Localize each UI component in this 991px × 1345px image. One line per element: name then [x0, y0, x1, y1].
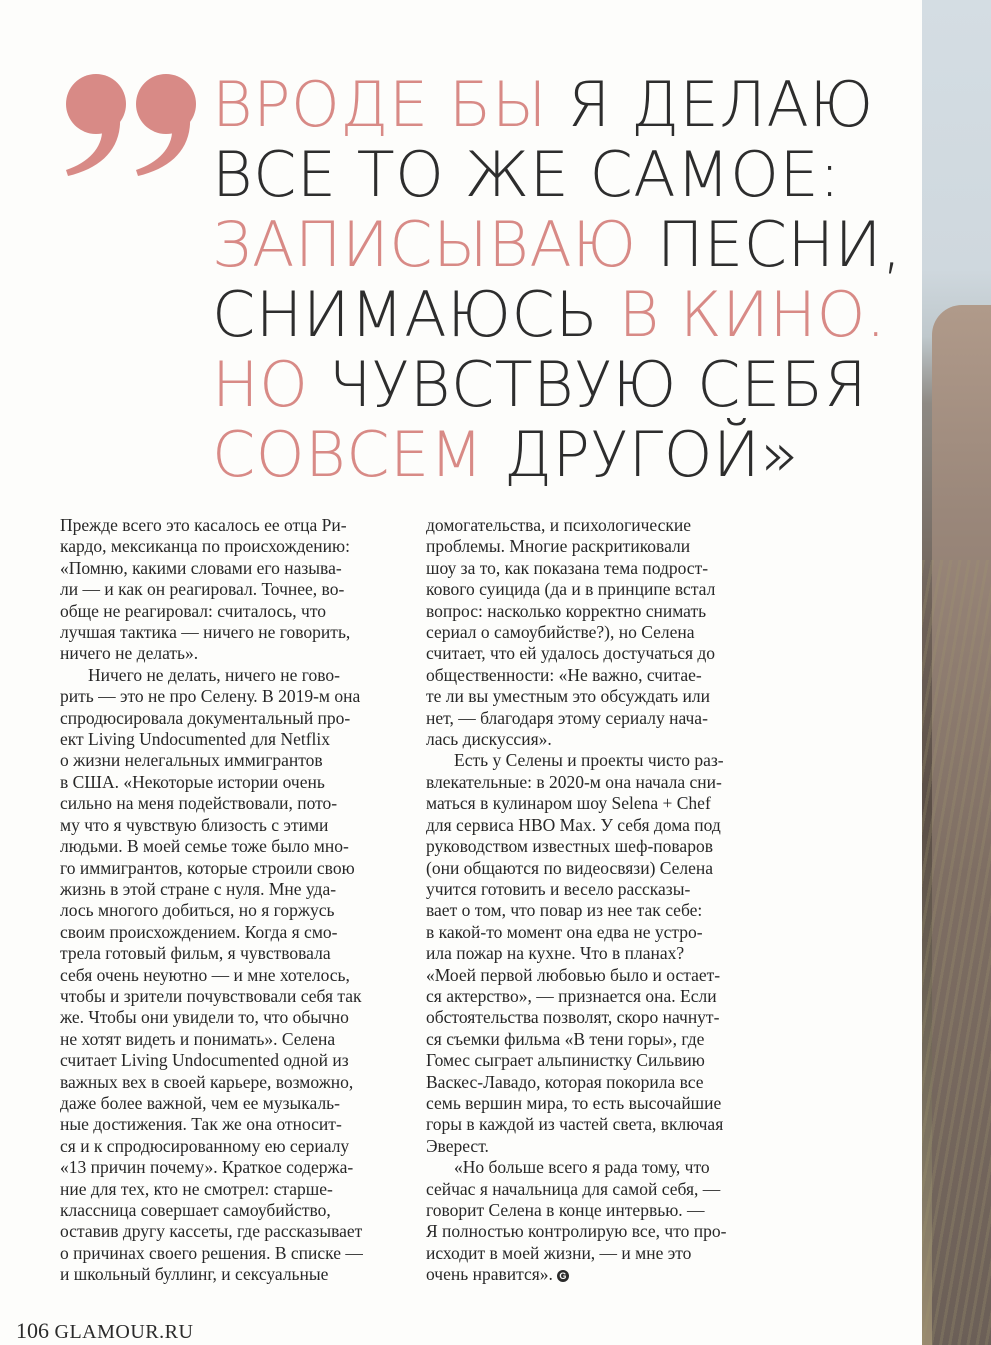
headline-accent-text: В КИНО. — [618, 278, 887, 351]
headline-line — [212, 420, 912, 490]
text-line: вопрос: насколько корректно снимать — [426, 600, 707, 621]
text-line: исходит в моей жизни, — и мне это — [426, 1242, 692, 1263]
text-line: Гомес сыграет альпинистку Сильвию — [426, 1050, 705, 1071]
headline-text: ДРУГОЙ» — [483, 418, 799, 491]
page-number: 106 — [16, 1318, 49, 1343]
text-line: даже более важной, чем ее музыкаль- — [60, 1092, 340, 1113]
quote-mark-icon — [62, 70, 202, 180]
text-line: лучшая тактика — ничего не говорить, — [60, 622, 351, 643]
text-line: обстоятельства позволят, скоро начнут- — [426, 1007, 720, 1028]
text-line: «13 причин почему». Краткое содержа- — [60, 1157, 354, 1178]
text-line: горы в каждой из частей света, включая — [426, 1114, 724, 1135]
headline-accent-text: НО — [212, 348, 309, 421]
text-line: кового суицида (да и в принципе встал — [426, 579, 716, 600]
text-line: Эверест. — [426, 1135, 489, 1156]
text-line: трела готовый фильм, я чувствовала — [60, 943, 331, 964]
text-line: оставив другу кассеты, где рассказывает — [60, 1221, 363, 1242]
text-line: Ничего не делать, ничего не гово- — [88, 664, 340, 685]
headline-text: ВСЕ ТО ЖЕ САМОЕ: — [212, 138, 841, 211]
article-column-left — [60, 515, 405, 1286]
text-line: о жизни нелегальных иммигрантов — [60, 750, 323, 771]
text-line: Я полностью контролирую все, что про- — [426, 1221, 727, 1242]
headline-line — [212, 210, 912, 280]
article-column-right — [426, 515, 771, 1286]
text-line: руководством известных шеф-поваров — [426, 836, 713, 857]
text-line: маться в кулинаром шоу Selena + Chef — [426, 793, 711, 814]
text-line: го иммигрантов, которые строили свою — [60, 857, 355, 878]
photo-grass — [922, 560, 991, 1345]
text-line: считает, что ей удалось достучаться до — [426, 643, 716, 664]
text-line: рить — это не про Селену. В 2019-м она — [60, 686, 361, 707]
text-line: «Но больше всего я рада тому, что — [454, 1157, 710, 1178]
text-line: лась дискуссия». — [426, 729, 552, 750]
headline-text: СНИМАЮСЬ — [212, 278, 619, 351]
text-line: учится готовить и весело рассказы- — [426, 878, 691, 899]
text-line: о причинах своего решения. В списке — — [60, 1242, 363, 1263]
text-line: жизнь в этой стране с нуля. Мне уда- — [60, 878, 337, 899]
text-line: ние для тех, кто не смотрел: старше- — [60, 1178, 333, 1199]
text-line: влекательные: в 2020-м она начала сни- — [426, 771, 722, 792]
headline-text: ЧУВСТВУЮ СЕБЯ — [308, 348, 868, 421]
text-line: для сервиса HBO Max. У себя дома под — [426, 814, 721, 835]
text-line: ничего не делать». — [60, 643, 199, 664]
text-line: ся съемки фильма «В тени горы», где — [426, 1028, 705, 1049]
text-line: себя очень неуютно — и мне хотелось, — [60, 964, 350, 985]
text-line: ила пожар на кухне. Что в планах? — [426, 943, 685, 964]
photo-strip — [922, 0, 991, 1345]
text-line: домогательства, и психологические — [426, 515, 692, 535]
headline-accent-text: ЗАПИСЫВАЮ — [212, 208, 637, 281]
text-line: считает Living Undocumented одной из — [60, 1050, 349, 1071]
pull-quote-headline — [212, 70, 912, 490]
site-name: GLAMOUR.RU — [54, 1321, 194, 1343]
text-line: проблемы. Многие раскритиковали — [426, 536, 691, 557]
text-line: (они общаются по видеосвязи) Селена — [426, 857, 714, 878]
text-line: и школьный буллинг, и сексуальные — [60, 1264, 329, 1285]
text-line: ект Living Undocumented для Netflix — [60, 729, 331, 750]
text-line: нет, — благодаря этому сериалу нача- — [426, 707, 708, 728]
text-line: не хотят видеть и понимать». Селена — [60, 1028, 336, 1049]
headline-line — [212, 280, 912, 350]
text-line: в США. «Некоторые истории очень — [60, 771, 325, 792]
text-line: Прежде всего это касалось ее отца Ри- — [60, 515, 347, 535]
text-line: те ли вы уместным это обсуждать или — [426, 686, 710, 707]
headline-line — [212, 140, 912, 210]
text-line: общественности: «Не важно, считае- — [426, 664, 702, 685]
text-line: чтобы и зрители почувствовали себя так — [60, 985, 362, 1006]
text-line: очень нравится». G — [426, 1264, 771, 1285]
text-line: же. Чтобы они увидели то, что обычно — [60, 1007, 349, 1028]
headline-line — [212, 70, 912, 140]
text-line: важных вех в своей карьере, возможно, — [60, 1071, 354, 1092]
text-line: му что я чувствую близость с этими — [60, 814, 329, 835]
text-line: говорит Селена в конце интервью. — — [426, 1200, 705, 1220]
text-line: людьми. В моей семье тоже было мно- — [60, 836, 349, 857]
end-mark-icon: G — [557, 1270, 569, 1282]
text-line: Васкес-Лавадо, которая покорила все — [426, 1071, 704, 1092]
headline-accent-text: ВРОДЕ БЫ — [212, 68, 548, 141]
text-line: ся и к спродюсированному ею сериалу — [60, 1135, 350, 1156]
text-line: в какой-то момент она едва не устро- — [426, 921, 703, 942]
text-line: спродюсировала документальный про- — [60, 707, 351, 728]
text-line: «Моей первой любовью было и остает- — [426, 964, 721, 985]
text-line: классница совершает самоубийство, — [60, 1200, 331, 1220]
text-line: «Помню, какими словами его называ- — [60, 557, 342, 578]
text-line: ли — и как он реагировал. Точнее, во- — [60, 579, 345, 600]
text-line: шоу за то, как показана тема подрост- — [426, 557, 709, 578]
text-line: своим происхождением. Когда я смо- — [60, 921, 338, 942]
headline-text: ПЕСНИ, — [636, 208, 903, 281]
text-line: кардо, мексиканца по происхождению: — [60, 536, 350, 557]
text-line: сериал о самоубийстве?), но Селена — [426, 622, 695, 643]
text-line: сильно на меня подействовали, пото- — [60, 793, 338, 814]
headline-text: Я ДЕЛАЮ — [547, 68, 874, 141]
text-line: семь вершин мира, то есть высочайшие — [426, 1092, 722, 1113]
headline-line — [212, 350, 912, 420]
text-line: лось многого добиться, но я горжусь — [60, 900, 335, 921]
text-line: Есть у Селены и проекты чисто раз- — [454, 750, 724, 771]
text-line: обще не реагировал: считалось, что — [60, 600, 326, 621]
text-line: сейчас я начальница для самой себя, — — [426, 1178, 721, 1199]
headline-accent-text: СОВСЕМ — [212, 418, 484, 491]
page-footer — [16, 1318, 193, 1345]
text-line: ные достижения. Так же она относит- — [60, 1114, 342, 1135]
text-line: вает о том, что повар из нее так себе: — [426, 900, 703, 921]
text-line: ся актерство», — признается она. Если — [426, 985, 717, 1006]
